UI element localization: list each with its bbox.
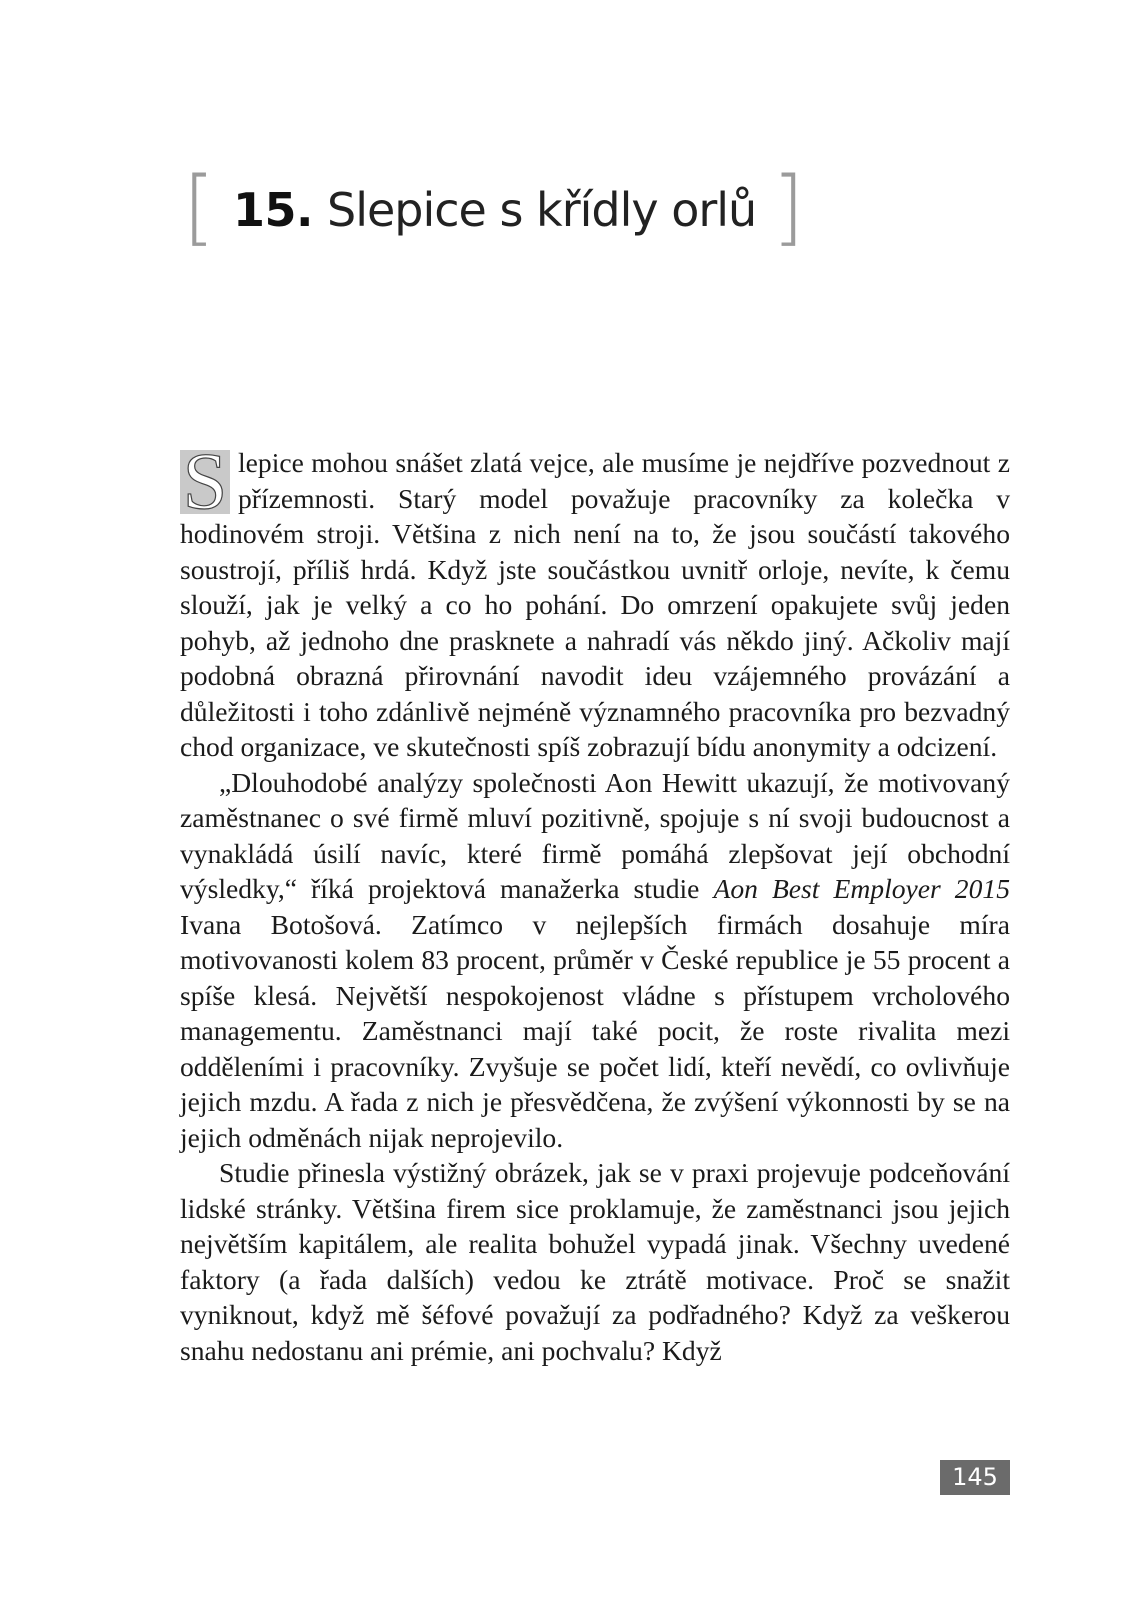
paragraph-2 bbox=[180, 765, 1010, 1156]
open-bracket: [ bbox=[183, 160, 215, 255]
drop-cap bbox=[180, 438, 230, 526]
paragraph-1 bbox=[180, 438, 1010, 765]
page-number: 145 bbox=[940, 1460, 1010, 1495]
paragraph-2-text-before: „Dlouhodobé analýzy společnosti Aon Hewitt ukazují, že motivovaný zaměstnanec o své firmě mluví pozitivně, spojuje s ní svoji budoucnost a vynakládá úsilí navíc, které firmě pomáhá zlepšovat její obchodní výsledky,“ říká projektová manažerka studie bbox=[180, 766, 1010, 904]
chapter-heading bbox=[183, 160, 805, 255]
paragraph-1-text: lepice mohou snášet zlatá vejce, ale musíme je nejdříve pozvednout z přízemnosti. Starý model považuje pracovníky za kolečka v hodinovém stroji. Většina z nich není na to, že jsou součástí takového soustrojí, příliš hrdá. Když jste součástkou uvnitř orloje, nevíte, k čemu slouží, jak je velký a co ho pohání. Do omrzení opakujete svůj jeden pohyb, až jednoho dne prasknete a nahradí vás někdo jiný. Ačkoliv mají podobná obrazná přirovnání navodit ideu vzájemného provázání a důležitosti i toho zdánlivě nejméně významného pracovníka pro bezvadný chod organizace, ve skutečnosti spíš zobrazují bídu anonymity a odcizení. bbox=[180, 447, 1010, 762]
drop-cap-letter: S bbox=[182, 438, 228, 526]
chapter-number: 15. bbox=[233, 183, 313, 237]
body-text bbox=[180, 438, 1010, 1368]
paragraph-2-text-after: Ivana Botošová. Zatímco v nejlepších firmách dosahuje míra motivovanosti kolem 83 procent, průměr v České republice je 55 procent a spíše klesá. Největší nespokojenost vládne s přístupem vrcholového managementu. Zaměstnanci mají také pocit, že roste rivalita mezi odděleními i pracovníky. Zvyšuje se počet lidí, kteří nevědí, co ovlivňuje jejich mzdu. A řada z nich je přesvědčena, že zvýšení výkonnosti by se na jejich odměnách nijak neprojevilo. bbox=[180, 908, 1010, 1153]
paragraph-3: Studie přinesla výstižný obrázek, jak se v praxi projevuje podceňování lidské stránky. Většina firem sice proklamuje, že zaměstnanci jsou jejich největším kapitálem, ale realita bohužel vypadá jinak. Všechny uvedené faktory (a řada dalších) vedou ke ztrátě motivace. Proč se snažit vyniknout, když mě šéfové považují za podřadného? Když za veškerou snahu nedostanu ani prémie, ani pochvalu? Když bbox=[180, 1157, 1010, 1366]
study-title: Aon Best Employer 2015 bbox=[713, 873, 1010, 904]
chapter-title: Slepice s křídly orlů bbox=[327, 183, 757, 237]
close-bracket: ] bbox=[772, 160, 805, 255]
